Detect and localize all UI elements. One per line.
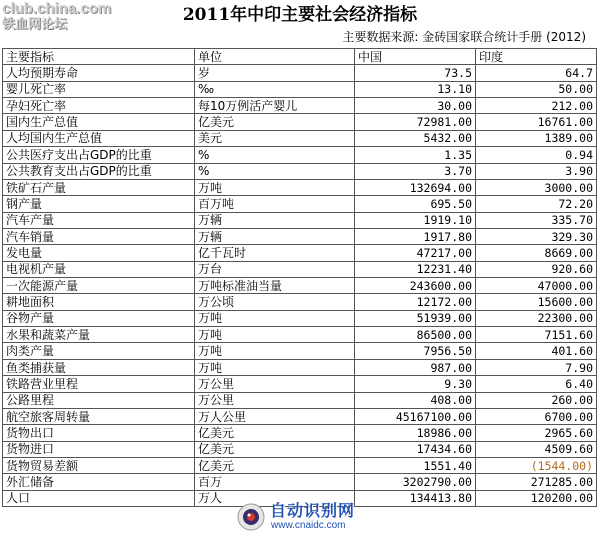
india-value-cell: 401.60 bbox=[476, 343, 597, 359]
table-row bbox=[3, 408, 597, 424]
unit-cell: 万吨 bbox=[195, 310, 355, 326]
china-value-cell: 408.00 bbox=[355, 392, 476, 408]
china-value-cell: 1551.40 bbox=[355, 457, 476, 473]
indicator-cell: 汽车产量 bbox=[3, 212, 195, 228]
indicator-cell: 一次能源产量 bbox=[3, 278, 195, 294]
india-value-cell: 1389.00 bbox=[476, 130, 597, 146]
unit-cell: 万辆 bbox=[195, 228, 355, 244]
india-value-cell: 4509.60 bbox=[476, 441, 597, 457]
china-value-cell: 12172.00 bbox=[355, 294, 476, 310]
china-value-cell: 86500.00 bbox=[355, 327, 476, 343]
india-value-cell: 47000.00 bbox=[476, 278, 597, 294]
unit-cell: 万人公里 bbox=[195, 408, 355, 424]
indicator-cell: 发电量 bbox=[3, 245, 195, 261]
china-value-cell: 30.00 bbox=[355, 98, 476, 114]
india-value-cell: 3.90 bbox=[476, 163, 597, 179]
china-value-cell: 51939.00 bbox=[355, 310, 476, 326]
china-value-cell: 72981.00 bbox=[355, 114, 476, 130]
china-value-cell: 9.30 bbox=[355, 376, 476, 392]
indicator-cell: 货物进口 bbox=[3, 441, 195, 457]
table-row bbox=[3, 392, 597, 408]
watermark-name: 自动识别网 bbox=[270, 501, 356, 520]
india-value-cell: 6700.00 bbox=[476, 408, 597, 424]
unit-cell: 亿千瓦时 bbox=[195, 245, 355, 261]
unit-cell: 万吨 bbox=[195, 327, 355, 343]
watermark-url: www.cnaidc.com bbox=[271, 520, 346, 531]
china-value-cell: 1.35 bbox=[355, 147, 476, 163]
table-row bbox=[3, 376, 597, 392]
unit-cell: ‰ bbox=[195, 81, 355, 97]
indicator-cell: 耕地面积 bbox=[3, 294, 195, 310]
table-row bbox=[3, 114, 597, 130]
china-value-cell: 45167100.00 bbox=[355, 408, 476, 424]
indicator-cell: 货物贸易差额 bbox=[3, 457, 195, 473]
unit-cell: 单位 bbox=[195, 49, 355, 65]
unit-cell: % bbox=[195, 147, 355, 163]
indicator-cell: 主要指标 bbox=[3, 49, 195, 65]
india-value-cell: 920.60 bbox=[476, 261, 597, 277]
unit-cell: 亿美元 bbox=[195, 114, 355, 130]
unit-cell: 岁 bbox=[195, 65, 355, 81]
india-value-cell: 72.20 bbox=[476, 196, 597, 212]
table-row bbox=[3, 474, 597, 490]
india-value-cell: 64.7 bbox=[476, 65, 597, 81]
data-source-subtitle: 主要数据来源: 金砖国家联合统计手册 (2012) bbox=[342, 30, 586, 44]
page-title: 2011年中印主要社会经济指标 bbox=[182, 5, 418, 25]
china-value-cell: 1917.80 bbox=[355, 228, 476, 244]
unit-cell: 万吨标准油当量 bbox=[195, 278, 355, 294]
india-value-cell: 3000.00 bbox=[476, 179, 597, 195]
table-row bbox=[3, 163, 597, 179]
india-value-cell: 212.00 bbox=[476, 98, 597, 114]
table-row bbox=[3, 278, 597, 294]
bottom-watermark bbox=[237, 495, 417, 541]
china-value-cell: 695.50 bbox=[355, 196, 476, 212]
india-value-cell: 7.90 bbox=[476, 359, 597, 375]
china-value-cell: 243600.00 bbox=[355, 278, 476, 294]
china-value-cell: 1919.10 bbox=[355, 212, 476, 228]
india-value-cell: 16761.00 bbox=[476, 114, 597, 130]
table-row bbox=[3, 327, 597, 343]
indicator-cell: 谷物产量 bbox=[3, 310, 195, 326]
india-value-cell: 8669.00 bbox=[476, 245, 597, 261]
indicator-cell: 钢产量 bbox=[3, 196, 195, 212]
unit-cell: 亿美元 bbox=[195, 425, 355, 441]
unit-cell: 万台 bbox=[195, 261, 355, 277]
unit-cell: % bbox=[195, 163, 355, 179]
indicator-cell: 电视机产量 bbox=[3, 261, 195, 277]
table-row bbox=[3, 441, 597, 457]
indicator-cell: 货物出口 bbox=[3, 425, 195, 441]
watermark-site-name: club.china.com bbox=[2, 0, 112, 17]
table-row bbox=[3, 343, 597, 359]
china-value-cell: 73.5 bbox=[355, 65, 476, 81]
china-value-cell: 3.70 bbox=[355, 163, 476, 179]
china-value-cell: 12231.40 bbox=[355, 261, 476, 277]
indicator-cell: 人口 bbox=[3, 490, 195, 506]
india-value-cell: 2965.60 bbox=[476, 425, 597, 441]
india-value-cell: 15600.00 bbox=[476, 294, 597, 310]
india-value-cell: 120200.00 bbox=[476, 490, 597, 506]
india-value-cell: 260.00 bbox=[476, 392, 597, 408]
china-value-cell: 17434.60 bbox=[355, 441, 476, 457]
unit-cell: 每10万例活产婴儿 bbox=[195, 98, 355, 114]
indicator-cell: 鱼类捕获量 bbox=[3, 359, 195, 375]
watermark-forum-name: 铁血网论坛 bbox=[2, 17, 68, 32]
table-row bbox=[3, 212, 597, 228]
indicator-cell: 铁路营业里程 bbox=[3, 376, 195, 392]
indicator-cell: 铁矿石产量 bbox=[3, 179, 195, 195]
unit-cell: 亿美元 bbox=[195, 457, 355, 473]
table-row bbox=[3, 310, 597, 326]
india-value-cell: 印度 bbox=[476, 49, 597, 65]
china-value-cell: 132694.00 bbox=[355, 179, 476, 195]
china-value-cell: 13.10 bbox=[355, 81, 476, 97]
india-value-cell: 335.70 bbox=[476, 212, 597, 228]
unit-cell: 美元 bbox=[195, 130, 355, 146]
table-row bbox=[3, 261, 597, 277]
china-value-cell: 7956.50 bbox=[355, 343, 476, 359]
camera-icon bbox=[237, 497, 265, 537]
india-value-cell: (1544.00) bbox=[476, 457, 597, 473]
indicator-cell: 公共教育支出占GDP的比重 bbox=[3, 163, 195, 179]
unit-cell: 万吨 bbox=[195, 359, 355, 375]
table-header-row bbox=[3, 49, 597, 65]
indicator-cell: 公共医疗支出占GDP的比重 bbox=[3, 147, 195, 163]
indicator-cell: 婴儿死亡率 bbox=[3, 81, 195, 97]
table-row bbox=[3, 179, 597, 195]
table-row bbox=[3, 65, 597, 81]
india-value-cell: 7151.60 bbox=[476, 327, 597, 343]
unit-cell: 百万吨 bbox=[195, 196, 355, 212]
table-row bbox=[3, 425, 597, 441]
india-value-cell: 0.94 bbox=[476, 147, 597, 163]
table-row bbox=[3, 98, 597, 114]
indicator-cell: 人均预期寿命 bbox=[3, 65, 195, 81]
unit-cell: 万人 bbox=[195, 490, 355, 506]
indicator-cell: 外汇储备 bbox=[3, 474, 195, 490]
india-value-cell: 271285.00 bbox=[476, 474, 597, 490]
india-value-cell: 50.00 bbox=[476, 81, 597, 97]
table-row bbox=[3, 294, 597, 310]
india-value-cell: 329.30 bbox=[476, 228, 597, 244]
indicator-cell: 公路里程 bbox=[3, 392, 195, 408]
china-value-cell: 3202790.00 bbox=[355, 474, 476, 490]
table-row bbox=[3, 245, 597, 261]
indicator-cell: 国内生产总值 bbox=[3, 114, 195, 130]
indicator-cell: 肉类产量 bbox=[3, 343, 195, 359]
unit-cell: 万公里 bbox=[195, 392, 355, 408]
china-value-cell: 47217.00 bbox=[355, 245, 476, 261]
indicator-cell: 水果和蔬菜产量 bbox=[3, 327, 195, 343]
indicator-cell: 航空旅客周转量 bbox=[3, 408, 195, 424]
table-row bbox=[3, 147, 597, 163]
unit-cell: 万公里 bbox=[195, 376, 355, 392]
india-value-cell: 6.40 bbox=[476, 376, 597, 392]
china-value-cell: 987.00 bbox=[355, 359, 476, 375]
indicator-table bbox=[2, 48, 597, 507]
indicator-cell: 人均国内生产总值 bbox=[3, 130, 195, 146]
china-value-cell: 18986.00 bbox=[355, 425, 476, 441]
indicator-cell: 孕妇死亡率 bbox=[3, 98, 195, 114]
unit-cell: 万公顷 bbox=[195, 294, 355, 310]
table-row bbox=[3, 130, 597, 146]
indicator-cell: 汽车销量 bbox=[3, 228, 195, 244]
table-row bbox=[3, 359, 597, 375]
china-value-cell: 中国 bbox=[355, 49, 476, 65]
china-value-cell: 134413.80 bbox=[355, 490, 476, 506]
table-row bbox=[3, 228, 597, 244]
unit-cell: 万辆 bbox=[195, 212, 355, 228]
india-value-cell: 22300.00 bbox=[476, 310, 597, 326]
table-row bbox=[3, 457, 597, 473]
unit-cell: 万吨 bbox=[195, 343, 355, 359]
table-row bbox=[3, 196, 597, 212]
unit-cell: 亿美元 bbox=[195, 441, 355, 457]
table-row bbox=[3, 81, 597, 97]
unit-cell: 万吨 bbox=[195, 179, 355, 195]
unit-cell: 百万 bbox=[195, 474, 355, 490]
china-value-cell: 5432.00 bbox=[355, 130, 476, 146]
